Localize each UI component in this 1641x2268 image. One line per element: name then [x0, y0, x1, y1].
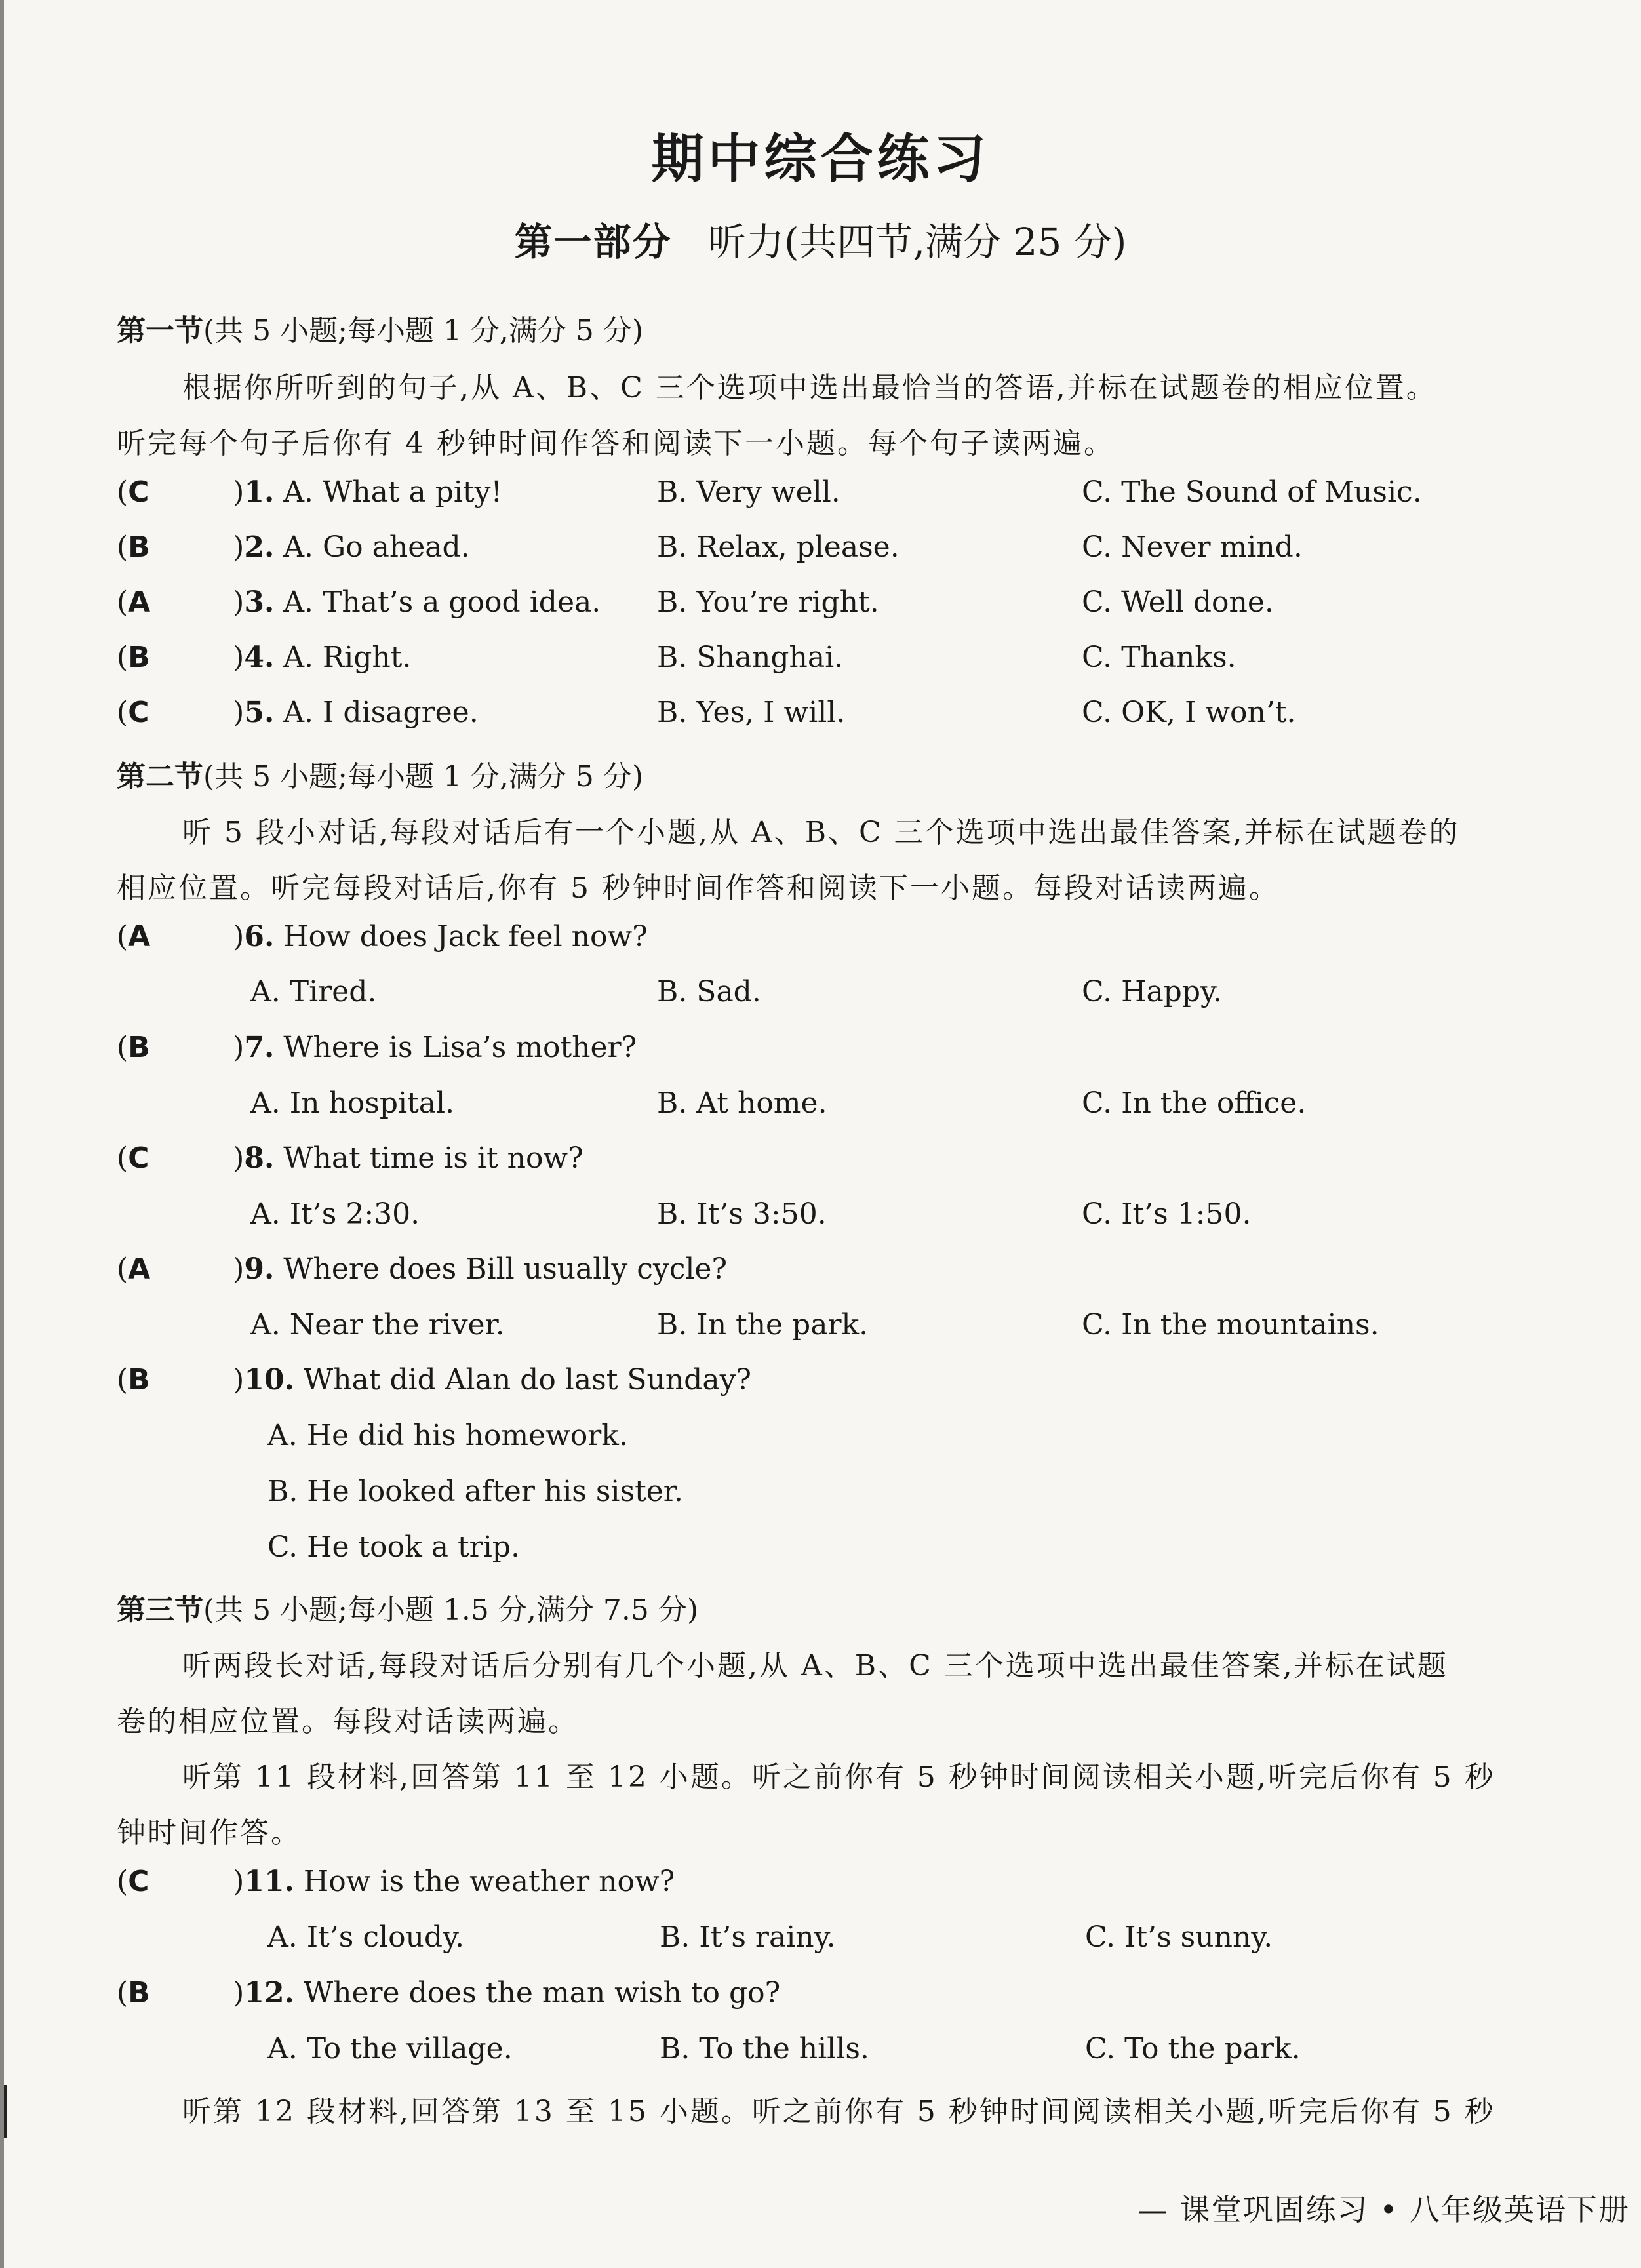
option-b: B. It’s 3:50. [657, 1197, 827, 1231]
question-stem: What time is it now? [283, 1142, 583, 1175]
section2-heading [117, 753, 643, 795]
question-number: 5. [244, 696, 275, 729]
option-b: B. He looked after his sister. [267, 1475, 683, 1508]
option-a: A. That’s a good idea. [283, 586, 601, 619]
option-c: C. To the park. [1085, 2032, 1301, 2065]
option-b: B. Yes, I will. [657, 696, 846, 729]
option-b: B. It’s rainy. [660, 1920, 836, 1954]
question-stem: How is the weather now? [303, 1865, 675, 1898]
option-a: A. Tired. [250, 975, 377, 1008]
section1-instruction-line2: 听完每个句子后你有 4 秒钟时间作答和阅读下一小题。每个句子读两遍。 [117, 427, 1115, 460]
answer-mark: B [128, 1031, 150, 1064]
part-detail: 听力(共四节,满分 25 分) [707, 220, 1127, 264]
question-row: (A )3. A. That’s a good idea. [117, 586, 601, 619]
question-number: 7. [244, 1031, 275, 1064]
option-c: C. Thanks. [1082, 641, 1236, 674]
question-number: 11. [244, 1865, 294, 1898]
option-c: C. In the mountains. [1082, 1308, 1379, 1342]
option-a: A. Right. [283, 641, 412, 674]
section1-name: 第一节 [117, 314, 203, 348]
option-b: B. To the hills. [660, 2032, 869, 2065]
answer-mark: A [128, 1252, 151, 1286]
question-row: (C )8. What time is it now? [117, 1142, 583, 1175]
option-b: B. Sad. [657, 975, 761, 1008]
option-c: C. He took a trip. [267, 1530, 520, 1564]
question-row: (A )6. How does Jack feel now? [117, 920, 648, 953]
question-number: 3. [244, 586, 275, 619]
question-row: (C )5. A. I disagree. [117, 696, 479, 729]
part-label: 第一部分 [514, 220, 672, 264]
section3-instruction-line1: 听两段长对话,每段对话后分别有几个小题,从 A、B、C 三个选项中选出最佳答案,并标在试题 [182, 1649, 1448, 1682]
question-number: 2. [244, 530, 275, 564]
option-a: A. It’s cloudy. [267, 1920, 465, 1954]
option-b: B. Shanghai. [657, 641, 844, 674]
question-stem: Where does Bill usually cycle? [283, 1252, 728, 1286]
binding-mark [4, 2085, 7, 2138]
question-stem: Where is Lisa’s mother? [283, 1031, 637, 1064]
option-a: A. Near the river. [250, 1308, 505, 1342]
option-c: C. Happy. [1082, 975, 1223, 1008]
answer-mark: B [128, 1976, 150, 2010]
option-a: A. I disagree. [283, 696, 479, 729]
section3-detail: (共 5 小题;每小题 1.5 分,满分 7.5 分) [203, 1593, 699, 1627]
option-c: C. In the office. [1082, 1086, 1307, 1120]
answer-mark: C [128, 1142, 149, 1175]
answer-mark: C [128, 1865, 149, 1898]
option-a: A. What a pity! [283, 475, 503, 509]
question-number: 12. [244, 1976, 294, 2010]
section2-instruction-line1: 听 5 段小对话,每段对话后有一个小题,从 A、B、C 三个选项中选出最佳答案,并标在试题卷的 [182, 816, 1460, 849]
question-number: 10. [244, 1363, 294, 1397]
option-c: C. OK, I won’t. [1082, 696, 1296, 729]
option-b: B. Relax, please. [657, 530, 900, 564]
page-spine-edge [0, 0, 4, 2268]
answer-mark: C [128, 475, 149, 509]
question-number: 4. [244, 641, 275, 674]
section3-instruction-line2: 卷的相应位置。每段对话读两遍。 [117, 1705, 579, 1738]
question-number: 1. [244, 475, 275, 509]
section3-instruction-line4: 钟时间作答。 [117, 1816, 302, 1850]
question-row: (B )7. Where is Lisa’s mother? [117, 1031, 637, 1064]
option-b: B. You’re right. [657, 586, 879, 619]
option-b: B. In the park. [657, 1308, 869, 1342]
option-c: C. Never mind. [1082, 530, 1303, 564]
question-number: 8. [244, 1142, 275, 1175]
section2-detail: (共 5 小题;每小题 1 分,满分 5 分) [203, 760, 644, 793]
option-a: A. Go ahead. [283, 530, 470, 564]
answer-mark: B [128, 530, 150, 564]
option-c: C. It’s 1:50. [1082, 1197, 1252, 1231]
question-row: (B )10. What did Alan do last Sunday? [117, 1363, 752, 1397]
question-number: 6. [244, 920, 275, 953]
section3-name: 第三节 [117, 1593, 203, 1627]
question-row: (A )9. Where does Bill usually cycle? [117, 1252, 728, 1286]
question-stem: Where does the man wish to go? [303, 1976, 781, 2010]
section3-instruction-line5: 听第 12 段材料,回答第 13 至 15 小题。听之前你有 5 秒钟时间阅读相关小题,听完后你有 5 秒 [182, 2095, 1495, 2128]
answer-mark: A [128, 920, 151, 953]
page-title: 期中综合练习 [651, 128, 990, 189]
section2-instruction-line2: 相应位置。听完每段对话后,你有 5 秒钟时间作答和阅读下一小题。每段对话读两遍。 [117, 871, 1280, 905]
answer-mark: C [128, 696, 149, 729]
question-row: (C )11. How is the weather now? [117, 1865, 675, 1898]
answer-mark: A [128, 586, 151, 619]
page-footer: — 课堂巩固练习 • 八年级英语下册 [1137, 2192, 1630, 2227]
option-a: A. In hospital. [250, 1086, 455, 1120]
option-a: A. It’s 2:30. [250, 1197, 420, 1231]
option-a: A. He did his homework. [267, 1419, 628, 1452]
part-heading [0, 211, 1641, 266]
section1-detail: (共 5 小题;每小题 1 分,满分 5 分) [203, 314, 644, 348]
option-c: C. Well done. [1082, 586, 1274, 619]
question-row: (B )4. A. Right. [117, 641, 412, 674]
option-b: B. Very well. [657, 475, 840, 509]
answer-mark: B [128, 641, 150, 674]
section1-instruction-line1: 根据你所听到的句子,从 A、B、C 三个选项中选出最恰当的答语,并标在试题卷的相应位置。 [182, 371, 1437, 405]
option-b: B. At home. [657, 1086, 827, 1120]
section3-instruction-line3: 听第 11 段材料,回答第 11 至 12 小题。听之前你有 5 秒钟时间阅读相关小题,听完后你有 5 秒 [182, 1761, 1495, 1794]
question-stem: How does Jack feel now? [283, 920, 648, 953]
section1-heading [117, 307, 643, 349]
option-c: C. The Sound of Music. [1082, 475, 1422, 509]
section3-heading [117, 1586, 698, 1628]
question-row: (C )1. A. What a pity! [117, 475, 503, 509]
section2-name: 第二节 [117, 760, 203, 793]
answer-mark: B [128, 1363, 150, 1397]
question-row: (B )2. A. Go ahead. [117, 530, 470, 564]
question-row: (B )12. Where does the man wish to go? [117, 1976, 781, 2010]
question-stem: What did Alan do last Sunday? [303, 1363, 752, 1397]
option-a: A. To the village. [267, 2032, 513, 2065]
question-number: 9. [244, 1252, 275, 1286]
option-c: C. It’s sunny. [1085, 1920, 1273, 1954]
